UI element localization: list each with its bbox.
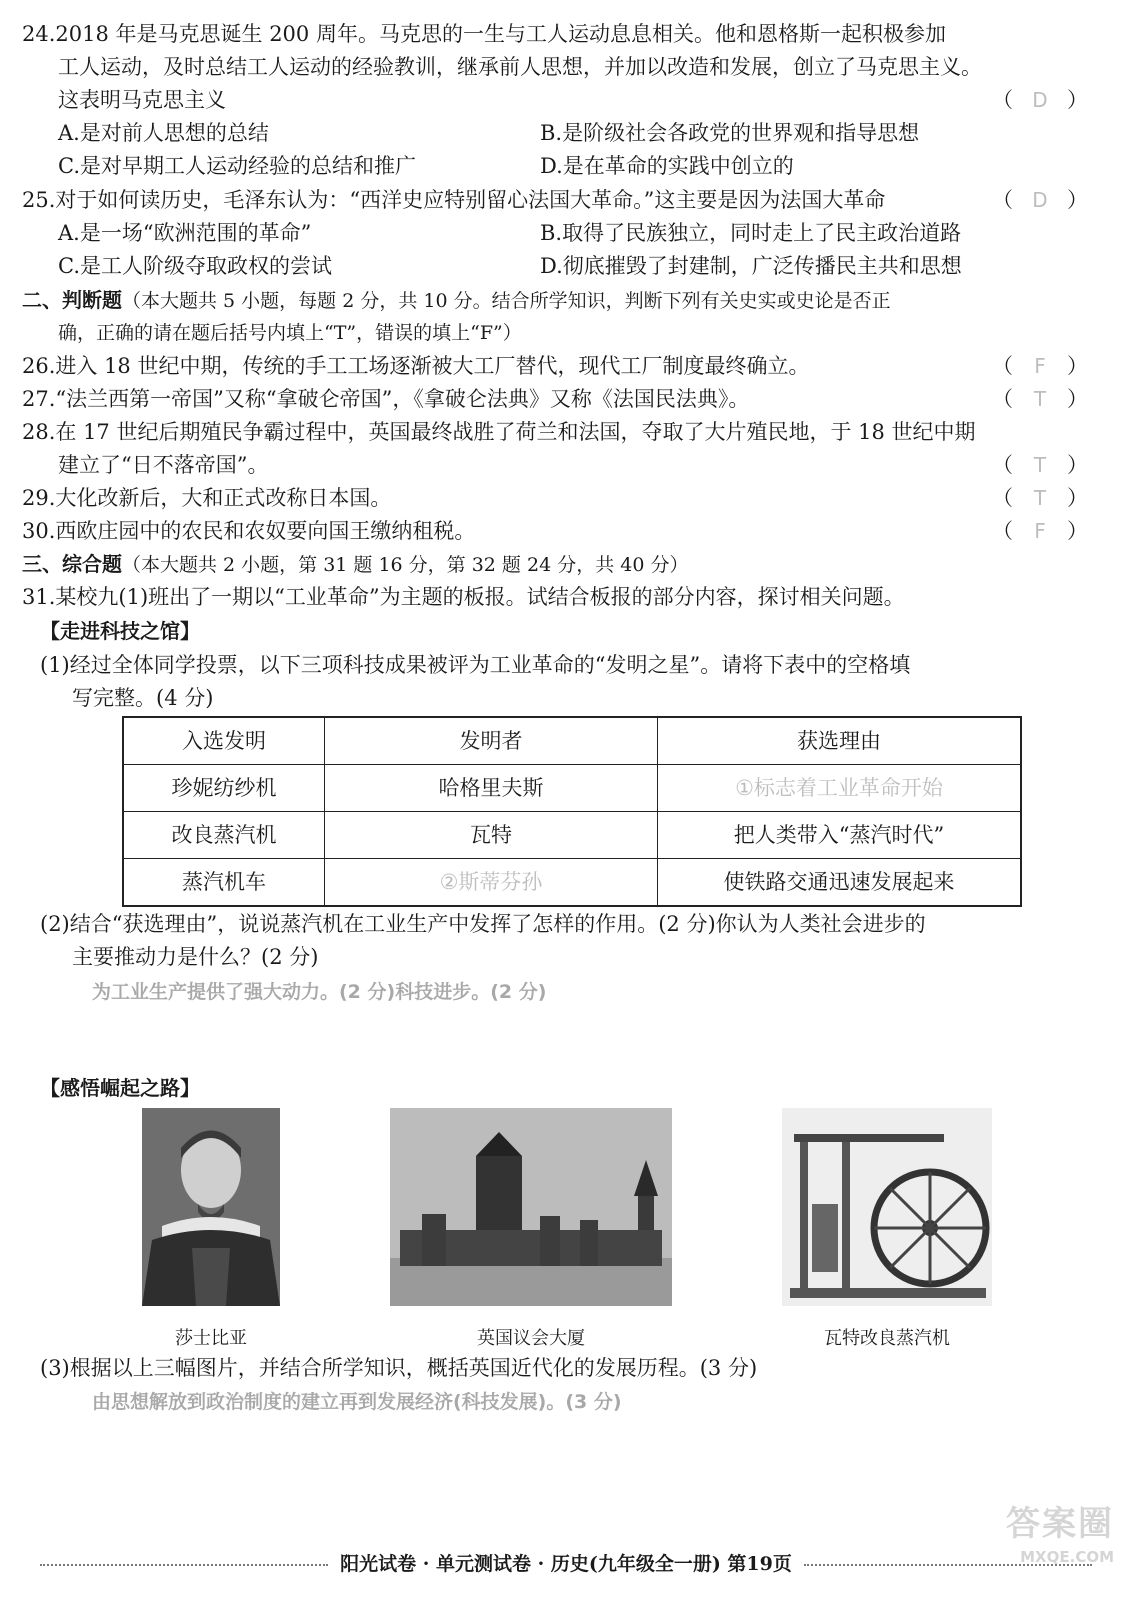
option-25-b: B.取得了民族独立，同时走上了民主政治道路	[540, 221, 962, 245]
paren-close: ）	[1067, 486, 1088, 510]
table-header: 获选理由	[658, 717, 1022, 765]
option-25-c: C.是工人阶级夺取政权的尝试	[58, 254, 332, 278]
answer-26: F	[1034, 354, 1046, 378]
table-cell: 把人类带入“蒸汽时代”	[658, 812, 1022, 859]
watt-steam-engine-image	[782, 1108, 992, 1306]
table-cell: 蒸汽机车	[123, 859, 325, 907]
section-3-title: 三、综合题	[22, 552, 122, 576]
question-27: 27.“法兰西第一帝国”又称“拿破仑帝国”，《拿破仑法典》又称《法国民法典》。	[22, 387, 750, 411]
footer-text: 阳光试卷 · 单元测试卷 · 历史(九年级全一册) 第19页	[340, 1553, 792, 1575]
paren-open: （	[992, 354, 1013, 378]
question-31-3: (3)根据以上三幅图片，并结合所学知识，概括英国近代化的发展历程。(3 分)	[40, 1356, 758, 1380]
question-31-1-line1: (1)经过全体同学投票，以下三项科技成果被评为工业革命的“发明之星”。请将下表中的空格填	[40, 653, 911, 677]
paren-close: ）	[1066, 519, 1088, 543]
steam-engine-graphic	[782, 1108, 992, 1306]
section-3-heading	[22, 548, 688, 582]
option-24-b: B.是阶级社会各政党的世界观和指导思想	[540, 121, 920, 145]
answer-30: F	[1034, 519, 1046, 543]
paren-close: ）	[1067, 453, 1088, 477]
paren-open: （	[992, 453, 1013, 477]
section-bracket-tech: 【走进科技之馆】	[40, 619, 200, 643]
invention-table	[122, 716, 1022, 907]
question-28-line2: 建立了“日不落帝国”。	[58, 453, 269, 477]
answer-25: D	[1032, 188, 1048, 212]
table-cell-answer: ②斯蒂芬孙	[325, 859, 658, 907]
paren-open: （	[992, 519, 1013, 543]
question-25-line1: 25.对于如何读历史，毛泽东认为：“西洋史应特别留心法国大革命。”这主要是因为法国大革命	[22, 188, 886, 212]
answer-29: T	[1033, 486, 1047, 510]
paren-open: （	[992, 88, 1013, 112]
caption-steam-engine: 瓦特改良蒸汽机	[824, 1328, 950, 1349]
page-footer	[40, 1548, 1092, 1581]
section-2-desc-line2: 确，正确的请在题后括号内填上“T”，错误的填上“F”）	[58, 322, 522, 344]
question-24-line2: 工人运动，及时总结工人运动的经验教训，继承前人思想，并加以改造和发展，创立了马克思主义。	[58, 55, 982, 79]
question-28-line1: 28.在 17 世纪后期殖民争霸过程中，英国最终战胜了荷兰和法国，夺取了大片殖民地，于 18 世纪中期	[22, 420, 976, 444]
table-header: 入选发明	[123, 717, 325, 765]
answer-31-3: 由思想解放到政治制度的建立再到发展经济(科技发展)。(3 分)	[92, 1391, 622, 1413]
shakespeare-portrait-image	[142, 1108, 280, 1306]
watermark-url: MXQE.COM	[1020, 1548, 1114, 1566]
option-24-c: C.是对早期工人运动经验的总结和推广	[58, 154, 416, 178]
answer-27: T	[1033, 387, 1047, 411]
watermark-logo-text: 答案圈	[1006, 1504, 1114, 1544]
section-2-title: 二、判断题	[22, 288, 122, 312]
answer-paren-24	[992, 84, 1088, 117]
table-row	[123, 812, 1021, 859]
paren-close: ）	[1067, 88, 1088, 112]
option-24-a: A.是对前人思想的总结	[58, 121, 269, 145]
section-bracket-rise: 【感悟崛起之路】	[40, 1076, 200, 1100]
table-cell: 改良蒸汽机	[123, 812, 325, 859]
table-cell: 珍妮纺纱机	[123, 765, 325, 812]
table-cell: 使铁路交通迅速发展起来	[658, 859, 1022, 907]
question-31-2-line2: 主要推动力是什么？(2 分)	[72, 945, 319, 969]
section-2-desc: （本大题共 5 小题，每题 2 分，共 10 分。结合所学知识，判断下列有关史实或史论是否正	[122, 290, 891, 312]
paren-open: （	[992, 387, 1013, 411]
table-header-row	[123, 717, 1021, 765]
section-2-heading	[22, 284, 891, 318]
question-31-2-line1: (2)结合“获选理由”，说说蒸汽机在工业生产中发挥了怎样的作用。(2 分)你认为人类社会进步的	[40, 912, 926, 936]
parliament-graphic	[390, 1108, 672, 1306]
option-24-d: D.是在革命的实践中创立的	[540, 154, 794, 178]
caption-shakespeare: 莎士比亚	[175, 1328, 247, 1349]
footer-dots-left	[40, 1564, 328, 1566]
paren-close: ）	[1067, 188, 1088, 212]
answer-24: D	[1032, 88, 1048, 112]
answer-paren-25	[992, 184, 1088, 217]
parliament-building-image	[390, 1108, 672, 1306]
option-25-d: D.彻底摧毁了封建制，广泛传播民主共和思想	[540, 254, 962, 278]
question-31-intro: 31.某校九(1)班出了一期以“工业革命”为主题的板报。试结合板报的部分内容，探讨相关问题。	[22, 585, 905, 609]
paren-open: （	[992, 188, 1013, 212]
answer-28: T	[1033, 453, 1047, 477]
question-29: 29.大化改新后，大和正式改称日本国。	[22, 486, 392, 510]
table-row	[123, 859, 1021, 907]
caption-parliament: 英国议会大厦	[477, 1328, 585, 1349]
answer-paren-29	[992, 482, 1088, 515]
answer-31-2: 为工业生产提供了强大动力。(2 分)科技进步。(2 分)	[92, 981, 547, 1003]
table-cell: 瓦特	[325, 812, 658, 859]
table-cell-answer: ①标志着工业革命开始	[658, 765, 1022, 812]
table-cell: 哈格里夫斯	[325, 765, 658, 812]
watermark	[1006, 1504, 1114, 1574]
question-24-line1: 24.2018 年是马克思诞生 200 周年。马克思的一生与工人运动息息相关。他和恩格斯一起积极参加	[22, 22, 946, 46]
paren-close: ）	[1066, 354, 1088, 378]
question-26: 26.进入 18 世纪中期，传统的手工工场逐渐被大工厂替代，现代工厂制度最终确立。	[22, 354, 810, 378]
answer-paren-26	[992, 350, 1088, 383]
paren-close: ）	[1067, 387, 1088, 411]
answer-paren-30	[992, 515, 1088, 548]
question-24-line3: 这表明马克思主义	[58, 88, 226, 112]
table-header: 发明者	[325, 717, 658, 765]
option-25-a: A.是一场“欧洲范围的革命”	[58, 221, 312, 245]
answer-paren-28	[992, 449, 1088, 482]
question-31-1-line2: 写完整。(4 分)	[72, 686, 214, 710]
section-3-desc: （本大题共 2 小题，第 31 题 16 分，第 32 题 24 分，共 40 分）	[122, 554, 689, 576]
portrait-graphic	[142, 1108, 280, 1306]
paren-open: （	[992, 486, 1013, 510]
answer-paren-27	[992, 383, 1088, 416]
question-30: 30.西欧庄园中的农民和农奴要向国王缴纳租税。	[22, 519, 476, 543]
table-row	[123, 765, 1021, 812]
